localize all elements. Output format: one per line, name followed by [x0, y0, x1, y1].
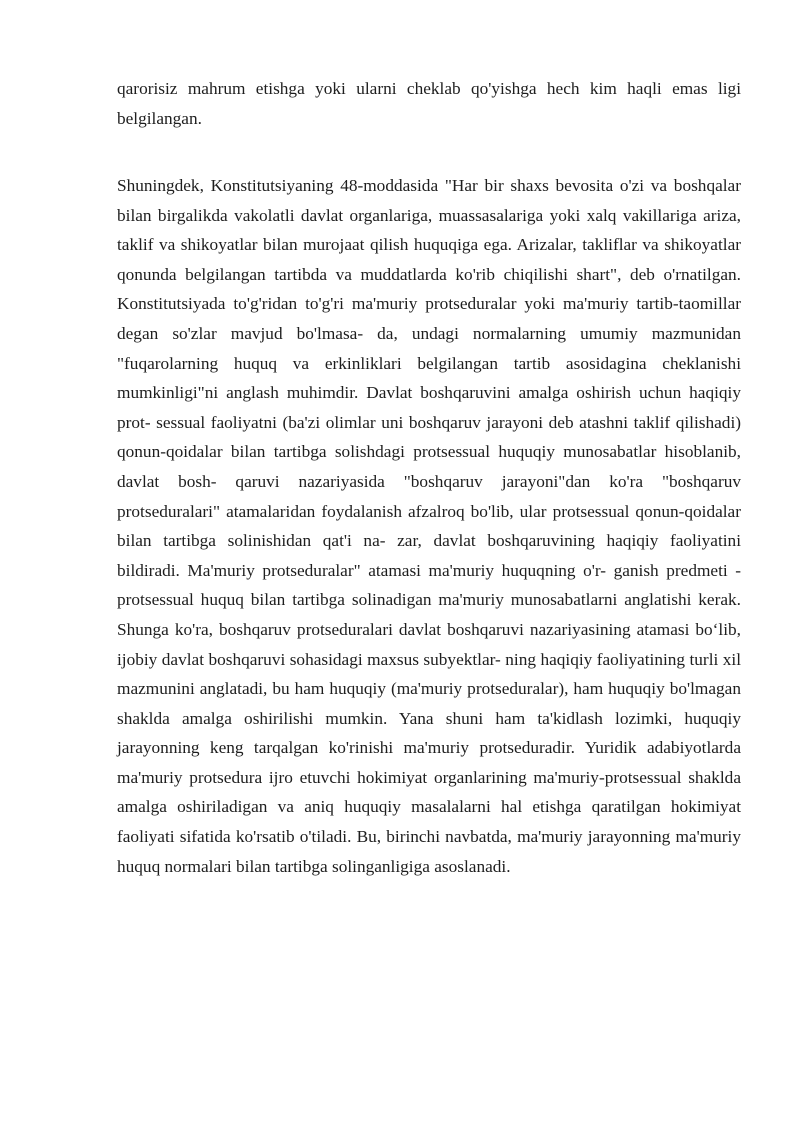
- paragraph-2: Shuningdek, Konstitutsiyaning 48-moddasida "Har bir shaxs bevosita o'zi va boshqalar bilan birgalikda vakolatli davlat organlariga, muassasalariga yoki xalq vakillariga ariza, taklif va shikoyatlar bilan murojaat qilish huquqiga ega. Arizalar, takliflar va shikoyatlar qonunda belgilangan tartibda va muddatlarda ko'rib chiqilishi shart", deb o'rnatilgan. Konstitutsiyada to'g'ridan to'g'ri ma'muriy protseduralar yoki ma'muriy tartib-taomillar degan so'zlar mavjud bo'lmasa- da, undagi normalarning umumiy mazmunidan "fuqarolarning huquq va erkinliklari belgilangan tartib asosidagina cheklanishi mumkinligi"ni anglash muhimdir. Davlat boshqaruvini amalga oshirish uchun haqiqiy prot- sessual faoliyatni (ba'zi olimlar uni boshqaruv jarayoni deb atashni taklif qilishadi) qonun-qoidalar bilan tartibga solishdagi protsessual huquqiy munosabatlar hisoblanib, davlat bosh- qaruvi nazariyasida "boshqaruv jarayoni"dan ko'ra "boshqaruv protseduralari" atamalaridan foydalanish afzalroq bo'lib, ular protsessual qonun-qoidalar bilan tartibga solinishidan qat'i na- zar, davlat boshqaruvining haqiqiy faoliyatini bildiradi. Ma'muriy protseduralar" atamasi ma'muriy huquqning o'r- ganish predmeti - protsessual huquq bilan tartibga solinadigan ma'muriy munosabatlarni anglatishi kerak. Shunga ko'ra, boshqaruv protseduralari davlat boshqaruvi nazariyasining atamasi bo‘lib, ijobiy davlat boshqaruvi sohasidagi maxsus subyektlar- ning haqiqiy faoliyatining turli xil mazmunini anglatadi, bu ham huquqiy (ma'muriy protseduralar), ham huquqiy bo'lmagan shaklda amalga oshirilishi mumkin. Yana shuni ham ta'kidlash lozimki, huquqiy jarayonning keng tarqalgan ko'rinishi ma'muriy protseduradir. Yuridik adabiyotlarda ma'muriy protsedura ijro etuvchi hokimiyat organlarining ma'muriy-protsessual shaklda amalga oshiriladigan va aniq huquqiy masalalarni hal etishga qaratilgan hokimiyat faoliyati sifatida ko'rsatib o'tiladi. Bu, birinchi navbatda, ma'muriy jarayonning ma'muriy huquq normalari bilan tartibga solinganligiga asoslanadi.: [117, 176, 741, 876]
- paragraph-1: qarorisiz mahrum etishga yoki ularni cheklab qo'yishga hech kim haqli emas ligi belgilangan.: [117, 79, 741, 128]
